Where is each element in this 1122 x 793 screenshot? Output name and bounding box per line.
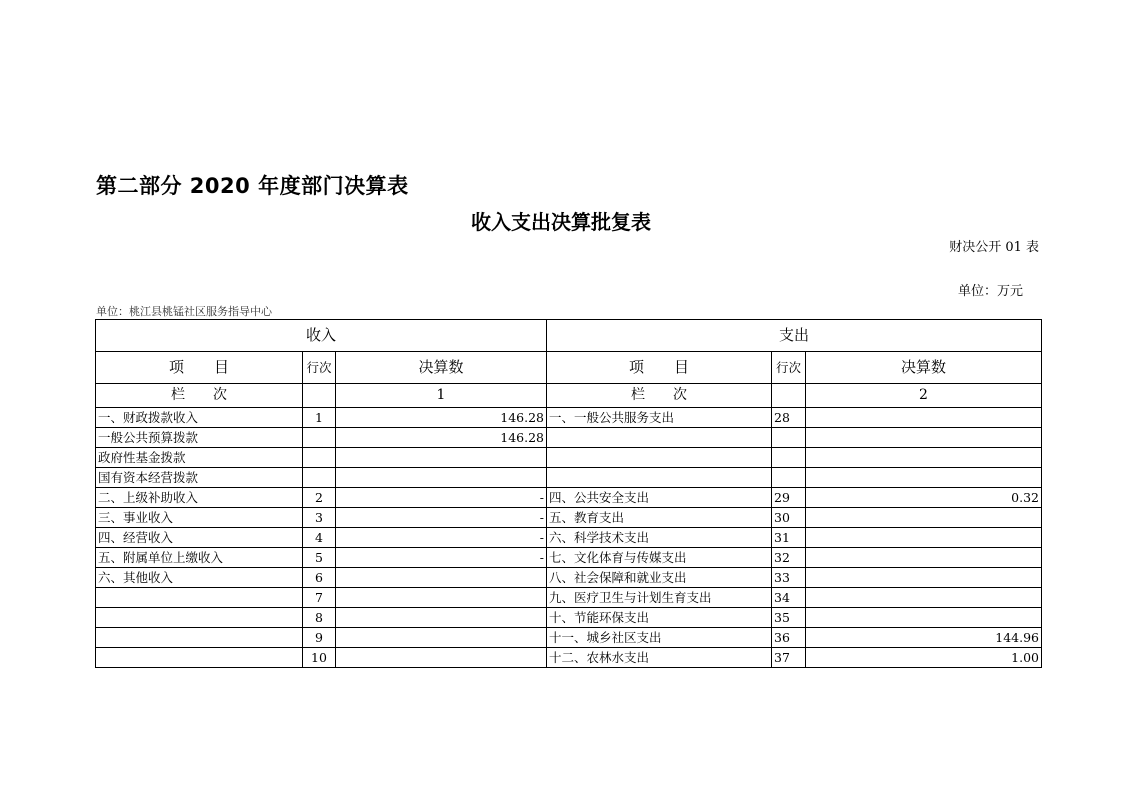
expense-item-cell: 八、社会保障和就业支出: [547, 568, 772, 588]
table-row: [96, 428, 1042, 448]
income-amount-cell: -: [336, 548, 547, 568]
expense-item-cell: 五、教育支出: [547, 508, 772, 528]
income-lanci-label: 栏 次: [96, 384, 303, 408]
organization-label: 单位：桃江县桃锰社区服务指导中心: [96, 305, 272, 318]
table-row: [96, 588, 1042, 608]
income-amount-cell: 146.28: [336, 408, 547, 428]
income-item-cell: 国有资本经营拨款: [96, 468, 303, 488]
income-column-number: 1: [336, 384, 547, 408]
income-item-cell: [96, 608, 303, 628]
expense-line-cell: 30: [772, 508, 806, 528]
income-line-cell: [303, 428, 336, 448]
expense-item-cell: 十二、农林水支出: [547, 648, 772, 668]
income-item-cell: 六、其他收入: [96, 568, 303, 588]
column-number-row: [96, 384, 1042, 408]
expense-lanci-label: 栏 次: [547, 384, 772, 408]
table-row: [96, 448, 1042, 468]
table-row: [96, 568, 1042, 588]
expense-item-cell: 四、公共安全支出: [547, 488, 772, 508]
expense-amount-cell: [806, 548, 1042, 568]
income-amount-cell: [336, 448, 547, 468]
expense-item-cell: 一、一般公共服务支出: [547, 408, 772, 428]
expense-line-cell: 31: [772, 528, 806, 548]
expense-item-cell: 十、节能环保支出: [547, 608, 772, 628]
income-line-cell: 2: [303, 488, 336, 508]
income-amount-cell: -: [336, 508, 547, 528]
table-row: [96, 488, 1042, 508]
expense-item-cell: 七、文化体育与传媒支出: [547, 548, 772, 568]
part-title: 第二部分 2020 年度部门决算表: [96, 174, 409, 198]
expense-line-cell: [772, 448, 806, 468]
expense-amount-cell: [806, 428, 1042, 448]
expense-line-cell: 32: [772, 548, 806, 568]
expense-line-cell: 36: [772, 628, 806, 648]
income-amount-cell: [336, 588, 547, 608]
expense-amount-cell: 1.00: [806, 648, 1042, 668]
income-amount-cell: [336, 648, 547, 668]
expense-line-cell: 35: [772, 608, 806, 628]
income-line-cell: 6: [303, 568, 336, 588]
income-line-cell: 8: [303, 608, 336, 628]
income-item-cell: 三、事业收入: [96, 508, 303, 528]
expense-line-cell: [772, 468, 806, 488]
expense-amount-cell: [806, 568, 1042, 588]
form-number: 财决公开 01 表: [949, 240, 1039, 255]
table-row: [96, 468, 1042, 488]
income-amount-cell: 146.28: [336, 428, 547, 448]
income-amount-cell: -: [336, 528, 547, 548]
page-title: 收入支出决算批复表: [471, 210, 651, 234]
income-amount-cell: [336, 628, 547, 648]
expense-item-cell: 九、医疗卫生与计划生育支出: [547, 588, 772, 608]
income-line-cell: 10: [303, 648, 336, 668]
expense-line-header: 行次: [772, 352, 806, 384]
expense-item-header: 项 目: [547, 352, 772, 384]
income-item-cell: 五、附属单位上缴收入: [96, 548, 303, 568]
table-row: [96, 608, 1042, 628]
expense-item-cell: [547, 448, 772, 468]
income-line-cell: [303, 448, 336, 468]
expense-header: 支出: [547, 320, 1042, 352]
expense-amount-cell: [806, 528, 1042, 548]
unit-label: 单位：万元: [957, 284, 1023, 299]
expense-line-cell: 37: [772, 648, 806, 668]
income-header: 收入: [96, 320, 547, 352]
income-amount-cell: [336, 568, 547, 588]
income-item-cell: 一、财政拨款收入: [96, 408, 303, 428]
expense-item-cell: 六、科学技术支出: [547, 528, 772, 548]
table-row: [96, 528, 1042, 548]
income-item-cell: 一般公共预算拨款: [96, 428, 303, 448]
expense-amount-cell: [806, 468, 1042, 488]
income-amount-header: 决算数: [336, 352, 547, 384]
expense-line-cell: [772, 428, 806, 448]
expense-line-cell: 33: [772, 568, 806, 588]
expense-amount-header: 决算数: [806, 352, 1042, 384]
income-item-cell: 四、经营收入: [96, 528, 303, 548]
income-item-cell: 二、上级补助收入: [96, 488, 303, 508]
expense-amount-cell: [806, 448, 1042, 468]
expense-amount-cell: [806, 408, 1042, 428]
expense-line-cell: 28: [772, 408, 806, 428]
income-amount-cell: [336, 468, 547, 488]
expense-item-cell: [547, 468, 772, 488]
income-item-cell: [96, 648, 303, 668]
income-line-cell: 1: [303, 408, 336, 428]
expense-item-cell: 十一、城乡社区支出: [547, 628, 772, 648]
income-expense-table: [95, 319, 1042, 668]
expense-amount-cell: [806, 588, 1042, 608]
expense-amount-cell: 0.32: [806, 488, 1042, 508]
column-header-row: [96, 352, 1042, 384]
income-line-cell: [303, 468, 336, 488]
income-line-header: 行次: [303, 352, 336, 384]
income-line-cell: 4: [303, 528, 336, 548]
income-amount-cell: -: [336, 488, 547, 508]
expense-amount-cell: [806, 608, 1042, 628]
expense-lanci-empty: [772, 384, 806, 408]
expense-column-number: 2: [806, 384, 1042, 408]
income-lanci-empty: [303, 384, 336, 408]
expense-line-cell: 29: [772, 488, 806, 508]
income-line-cell: 3: [303, 508, 336, 528]
table-row: [96, 408, 1042, 428]
income-amount-cell: [336, 608, 547, 628]
income-line-cell: 5: [303, 548, 336, 568]
expense-item-cell: [547, 428, 772, 448]
table-row: [96, 648, 1042, 668]
table-row: [96, 508, 1042, 528]
table-row: [96, 548, 1042, 568]
expense-amount-cell: [806, 508, 1042, 528]
expense-amount-cell: 144.96: [806, 628, 1042, 648]
income-item-cell: 政府性基金拨款: [96, 448, 303, 468]
income-line-cell: 9: [303, 628, 336, 648]
income-line-cell: 7: [303, 588, 336, 608]
income-item-header: 项 目: [96, 352, 303, 384]
expense-line-cell: 34: [772, 588, 806, 608]
income-item-cell: [96, 628, 303, 648]
income-item-cell: [96, 588, 303, 608]
table-row: [96, 628, 1042, 648]
section-header-row: [96, 320, 1042, 352]
